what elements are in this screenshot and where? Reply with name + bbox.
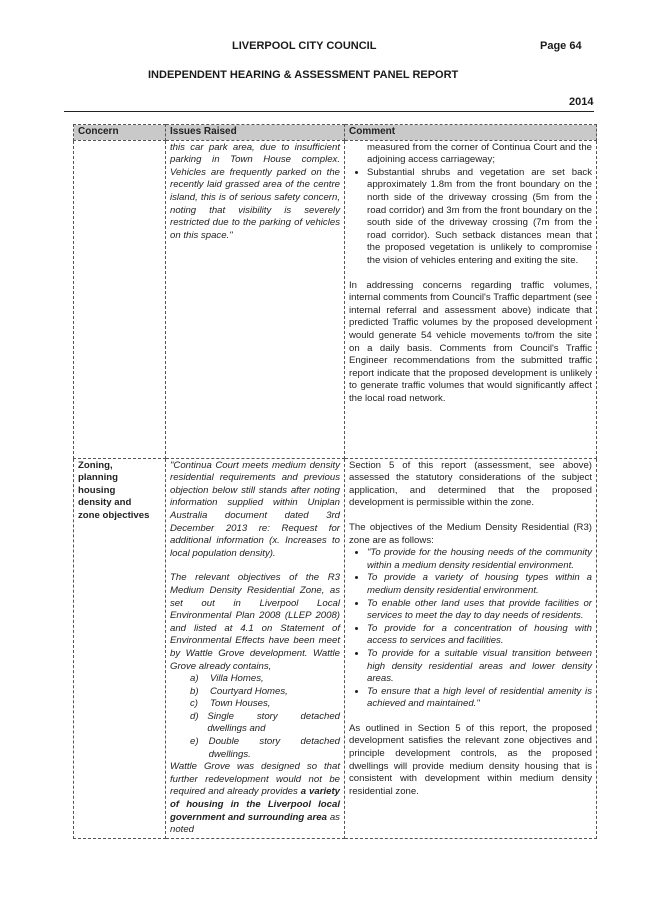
council-name: LIVERPOOL CITY COUNCIL — [232, 40, 377, 52]
comment-bullet-list — [349, 167, 592, 268]
list-item: b) Courtyard Homes, — [190, 685, 288, 697]
list-item: • Substantial shrubs and vegetation are set back approximately 1.8m from the front boundary on the north side of the driveway crossing (5m from the road corridor) and 3m from the front boundary on the south side of the driveway crossing (7m from the road corridor). Such setback distances mean that the proposed vegetation is unlikely to compromise the vision of vehicles entering and exiting the site. — [367, 167, 592, 268]
column-header-issues: Issues Raised — [166, 125, 345, 141]
concern-line: Zoning, — [78, 459, 113, 471]
comment-paragraph: Section 5 of this report (assessment, see above) assessed the statutory considerations of the subject application, and determined that the proposed development is permissible within the zone. — [349, 459, 592, 509]
report-year: 2014 — [569, 96, 594, 108]
issues-paragraph: Wattle Grove was designed so that further redevelopment would not be required and already provides a variety of housing in the Liverpool local government and surrounding area as noted — [170, 761, 340, 836]
comment-paragraph: As outlined in Section 5 of this report, the proposed development satisfies the relevant zone objectives and principle development controls, as the proposed dwellings will provide medium density housing that is consistent with development within medium density residential zone. — [349, 722, 592, 797]
column-header-comment: Comment — [345, 125, 597, 141]
concern-line: planning — [78, 472, 118, 484]
traffic-comment-paragraph: In addressing concerns regarding traffic volumes, internal comments from Council's Traffic department (see internal referral and assessment above) indicate that predicted Traffic volumes by the proposed development would generate 54 vehicle movements to/from the site on a daily basis. Comments from Council's Traffic Engineer recommendations from the submitted traffic report indicate that the proposed development is unlikely to generate traffic volumes that would significantly affect the local road network. — [349, 279, 592, 404]
issues-cell — [166, 140, 345, 458]
table-row — [74, 458, 597, 838]
report-title: INDEPENDENT HEARING & ASSESSMENT PANEL REPORT — [148, 69, 459, 81]
concern-line: zone objectives — [78, 509, 150, 521]
column-header-concern: Concern — [74, 125, 166, 141]
list-item: e) Double story detached dwellings. — [190, 736, 340, 760]
issues-cell — [166, 458, 345, 838]
issues-paragraph: The relevant objectives of the R3 Medium Density Residential Zone, as set out in Liverpool Local Environmental Plan 2008 (LLEP 2008) and listed at 4.1 on Statement of Environmental Effects have been meet by Wattle Grove development. Wattle Grove already contains, — [170, 572, 340, 672]
concern-cell — [74, 140, 166, 458]
comment-paragraph: The objectives of the Medium Density Residential (R3) zone are as follows: — [349, 521, 592, 546]
page-number: Page 64 — [540, 40, 582, 52]
housing-type-list — [170, 673, 340, 761]
zone-objectives-list — [349, 547, 592, 711]
list-item: • To ensure that a high level of residential amenity is achieved and maintained." — [367, 686, 592, 711]
list-item: d) Single story detached dwellings and — [190, 710, 340, 735]
list-item: c) Town Houses, — [190, 698, 271, 710]
list-item: • To provide for a concentration of housing with access to services and facilities. — [367, 623, 592, 648]
issues-table — [73, 124, 597, 839]
table-row — [74, 140, 597, 458]
concern-line: density and — [78, 497, 132, 509]
issues-paragraph: "Continua Court meets medium density residential requirements and previous objection below still stands after noting information supplied within Uniplan Australia document dated 3rd December 2013 re: Request for additional information (x. Increases to local population density). — [170, 459, 340, 559]
concern-line: housing — [78, 484, 116, 496]
list-item: • "To provide for the housing needs of the community within a medium density residential environment. — [367, 547, 592, 572]
header-rule — [64, 111, 594, 112]
comment-continued-text: measured from the corner of Continua Court and the adjoining access carriageway; — [367, 141, 592, 166]
list-item: • To enable other land uses that provide facilities or services to meet the day to day needs of residents. — [367, 598, 592, 623]
comment-cell — [345, 140, 597, 458]
concern-cell — [74, 458, 166, 838]
comment-cell — [345, 458, 597, 838]
list-item: • To provide for a suitable visual transition between high density residential areas and lower density areas. — [367, 648, 592, 686]
issues-text: this car park area, due to insufficient parking in Town House complex. Vehicles are frequently parked on the recently laid grassed area of the centre island, this is of serious safety concern, noting that visibility is severely restricted due to the parking of vehicles on this space." — [170, 141, 340, 241]
list-item: • To provide a variety of housing types within a medium density residential environment. — [367, 572, 592, 597]
list-item: a) Villa Homes, — [190, 673, 264, 685]
table-header-row — [74, 125, 597, 141]
